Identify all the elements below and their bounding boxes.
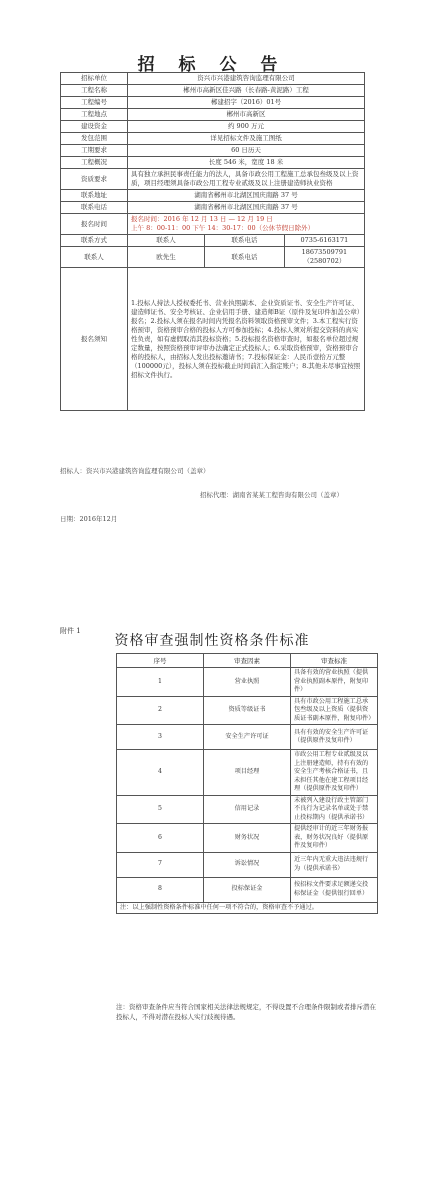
row-value: 约 900 万元	[128, 121, 365, 133]
cell-item: 信用记录	[204, 795, 291, 824]
row-label: 工程概况	[61, 157, 128, 169]
cell-no: 6	[117, 824, 204, 853]
cell-std: 未被列入建设行政主管部门不良行为记录名单或处于禁止投标期内（提供承诺书）	[291, 795, 378, 824]
row-value: 郴州市高新区佳兴路（长春路-黄泥路）工程	[128, 85, 365, 97]
row-split-cell	[128, 235, 365, 247]
cell-no: 5	[117, 795, 204, 824]
row-extra-value: 0735-6163171	[300, 236, 349, 244]
cell-std: 具有市政公用工程施工总承包叁级及以上资质（提供资质证书副本原件，附复印件）	[291, 696, 378, 725]
row-label: 建设资金	[61, 121, 128, 133]
table-row	[61, 235, 365, 247]
table-row	[61, 85, 365, 97]
cell-no: 2	[117, 696, 204, 725]
table-row	[61, 169, 365, 190]
cell-no: 4	[117, 750, 204, 796]
cell-item: 项目经理	[204, 750, 291, 796]
row-label: 联系人	[61, 247, 128, 268]
qualification-table	[116, 653, 378, 914]
row-value: 具有独立承担民事责任能力的法人，具备市政公用工程施工总承包叁级及以上资质，项目经理须具备市政公用工程专业贰级及以上注册建造师执业资格	[128, 169, 365, 190]
table-row	[117, 725, 378, 750]
table-row	[61, 109, 365, 121]
row-label: 报名时间	[61, 214, 128, 235]
row-label: 工程地点	[61, 109, 128, 121]
cell-no: 7	[117, 852, 204, 877]
row-label: 招标单位	[61, 73, 128, 85]
bottom-note: 注：资格审查条件应当符合国家相关法律法规规定，不得设置不合理条件限制或者排斥潜在投标人，不得对潜在投标人实行歧视待遇。	[116, 1003, 376, 1021]
row-label: 联系地址	[61, 190, 128, 202]
row-value: 湖南省郴州市北湖区国庆南路 37 号	[128, 202, 365, 214]
row-value: 湖南省郴州市北湖区国庆南路 37 号	[128, 190, 365, 202]
cell-std: 提供经审计的近三年财务报表，财务状况良好（提供原件及复印件）	[291, 824, 378, 853]
table-row	[61, 121, 365, 133]
table-row	[61, 247, 365, 268]
table-row	[117, 696, 378, 725]
signer-agent: 招标代理：湖南省某某工程咨询有限公司（盖章）	[200, 491, 343, 499]
table-row	[117, 877, 378, 902]
cell-item: 诉讼情况	[204, 852, 291, 877]
table-footnote: 注：以上强制性资格条件标准中任何一项不符合的，资格审查不予通过。	[117, 902, 378, 914]
row-extra-label: 联系电话	[205, 247, 285, 267]
cell-item: 财务状况	[204, 824, 291, 853]
row-extra-label: 联系电话	[205, 235, 285, 246]
cell-std: 近三年内无重大违法违规行为（提供承诺书）	[291, 852, 378, 877]
row-value: 联系人	[128, 235, 205, 246]
table-row	[61, 268, 365, 411]
row-value: 60 日历天	[128, 145, 365, 157]
row-label: 工期要求	[61, 145, 128, 157]
header-std: 审查标准	[291, 654, 378, 668]
cell-item: 营业执照	[204, 668, 291, 697]
row-extra-value: 18673509791（2580702）	[301, 248, 348, 265]
cell-no: 3	[117, 725, 204, 750]
cell-std: 市政公用工程专业贰级及以上注册建造师，持有有效的安全生产考核合格证书，且未担任其他在建工程项目经理（提供原件及复印件）	[291, 750, 378, 796]
header-no: 序号	[117, 654, 204, 668]
remark: 日期：2016年12月	[60, 515, 118, 523]
cell-item: 安全生产许可证	[204, 725, 291, 750]
table-row	[117, 824, 378, 853]
attachment-title: 资格审查强制性资格条件标准	[114, 633, 310, 649]
row-label: 工程编号	[61, 97, 128, 109]
row-value: 详见招标文件及施工图纸	[128, 133, 365, 145]
row-label: 资质要求	[61, 169, 128, 190]
table-row	[61, 133, 365, 145]
table-row	[61, 190, 365, 202]
row-value: 郴建招字（2016）01号	[128, 97, 365, 109]
table-row	[117, 852, 378, 877]
signer-bidder: 招标人：资兴市兴港建筑咨询监理有限公司（盖章）	[60, 467, 210, 475]
row-split-cell	[128, 247, 365, 268]
table-row	[61, 214, 365, 235]
row-label: 发包范围	[61, 133, 128, 145]
cell-item: 资质等级证书	[204, 696, 291, 725]
notice-label: 报名须知	[61, 268, 128, 411]
row-value: 长度 546 米，宽度 18 米	[128, 157, 365, 169]
cell-std: 具有有效的安全生产许可证（提供原件及复印件）	[291, 725, 378, 750]
table-row	[117, 750, 378, 796]
cell-no: 8	[117, 877, 204, 902]
cell-std: 按招标文件要求足额递交投标保证金（提供银行回单）	[291, 877, 378, 902]
table-row	[61, 73, 365, 85]
cell-std: 具备有效的营业执照（提供营业执照副本原件，附复印件）	[291, 668, 378, 697]
row-value: 欧先生	[128, 247, 205, 267]
bid-info-table	[60, 72, 365, 411]
row-label: 联系方式	[61, 235, 128, 247]
cell-item: 投标保证金	[204, 877, 291, 902]
row-value: 报名时间：2016 年 12 月 13 日 — 12 月 19 日 上午 8：00-11：00 下午 14：30-17：00（公休节假日除外）	[128, 214, 365, 235]
page-title: 招 标 公 告	[137, 55, 287, 75]
table-row	[61, 145, 365, 157]
header-item: 审查因素	[204, 654, 291, 668]
attachment-label: 附件 1	[60, 627, 81, 635]
table-row	[117, 795, 378, 824]
table-row	[117, 668, 378, 697]
table-row	[117, 902, 378, 914]
table-row	[61, 202, 365, 214]
row-value: 资兴市兴港建筑咨询监理有限公司	[128, 73, 365, 85]
row-value: 郴州市高新区	[128, 109, 365, 121]
table-row	[61, 157, 365, 169]
cell-no: 1	[117, 668, 204, 697]
table-row	[61, 97, 365, 109]
row-label: 联系电话	[61, 202, 128, 214]
notice-text: 1.投标人持法人授权委托书、营业执照副本、企业资质证书、安全生产许可证、建造师证书、安全考核证、企业信用手册、建造师B证（原件及复印件加盖公章）报名；2.投标人须在报名时间内凭报名资料领取资格预审文件；3.本工程实行资格预审，资格预审合格的投标人方可参加投标；4.投标人须对所提交资料的真实性负责，如有虚假取消其投标资格；5.投标报名资格审查时，如报名单位超过规定数量，按照资格预审评审办法确定正式投标人；6.采取资格预审，资格预审合格的投标人，由招标人发出投标邀请书；7.投标保证金：人民币壹拾万元整（100000元），投标人须在投标截止时间前汇入指定账户；8.其他未尽事宜按照招标文件执行。	[128, 268, 365, 411]
row-label: 工程名称	[61, 85, 128, 97]
